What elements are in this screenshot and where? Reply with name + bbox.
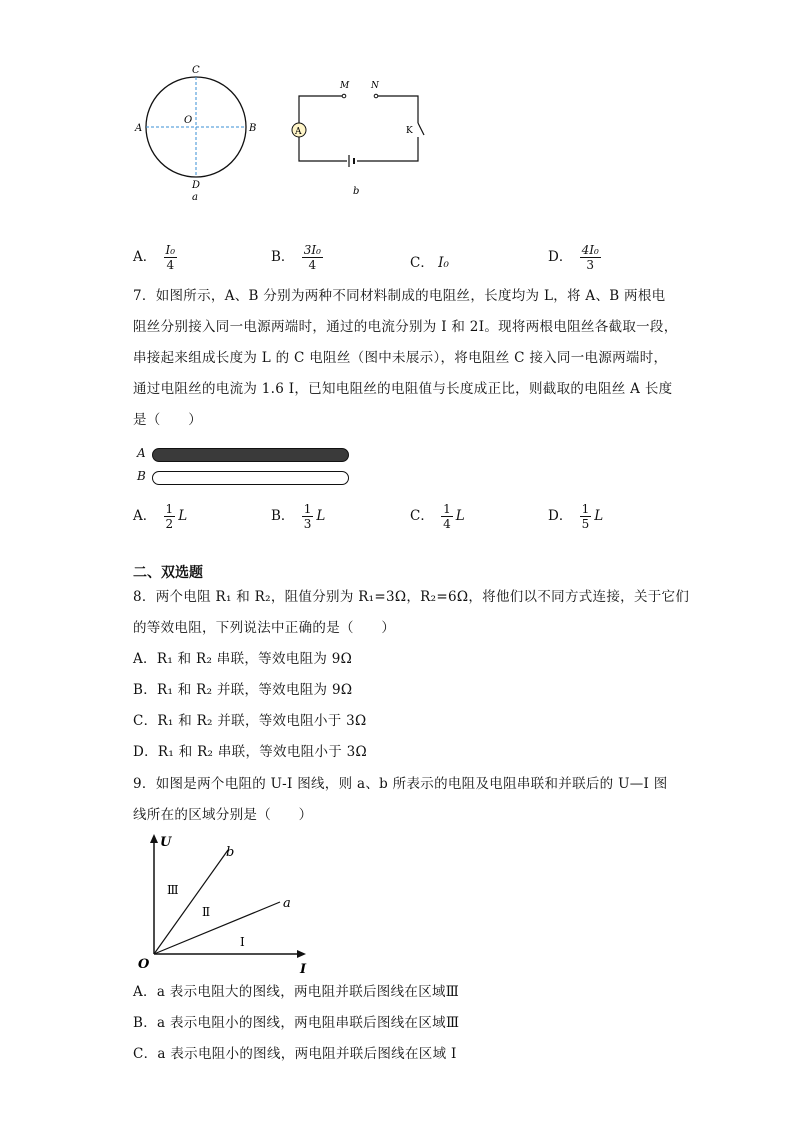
q7-option-d-letter: D． [548, 508, 573, 524]
q6-option-d-letter: D． [548, 249, 573, 265]
q6-option-c[interactable] [410, 251, 449, 271]
q6-option-b-fraction: $\frac{\text{3I₀}}{4}$ [303, 243, 321, 272]
q7-option-d-fraction: $\frac{1}{5}$ [581, 502, 590, 531]
label-N: N [371, 81, 379, 91]
q7-option-c-suffix: L [455, 508, 465, 524]
label-line-a: a [283, 896, 291, 911]
region-2-label: Ⅱ [202, 905, 211, 919]
region-1-label: Ⅰ [240, 935, 245, 949]
q6-option-a-letter: A． [133, 249, 157, 265]
q7-option-c[interactable] [410, 502, 465, 531]
figure-b-caption: b [353, 186, 360, 197]
q6-option-b-letter: B． [271, 249, 295, 265]
q7-option-d[interactable] [548, 502, 603, 531]
switch-K [418, 123, 424, 135]
q7-line-1: 7．如图所示，A、B 分别为两种不同材料制成的电阻丝，长度均为 L，将 A、B 两根电 [133, 288, 666, 304]
q7-line-5: 是（ ） [133, 412, 202, 428]
q6-option-d[interactable] [548, 243, 604, 272]
q9-option-b[interactable]: B．a 表示电阻小的图线，两电阻串联后图线在区域Ⅲ [133, 1015, 460, 1031]
q8-option-d[interactable]: D．R₁ 和 R₂ 串联，等效电阻小于 3Ω [133, 744, 368, 760]
q7-option-b-fraction: $\frac{1}{3}$ [303, 502, 312, 531]
region-3-label: Ⅲ [167, 883, 179, 897]
q8-option-a[interactable]: A．R₁ 和 R₂ 串联，等效电阻为 9Ω [133, 651, 353, 667]
q9-option-a[interactable]: A．a 表示电阻大的图线，两电阻并联后图线在区域Ⅲ [133, 984, 460, 1000]
i-axis-arrow [297, 950, 306, 958]
q9-line-2: 线所在的区域分别是（ ） [133, 807, 313, 823]
q8-option-b[interactable]: B．R₁ 和 R₂ 并联，等效电阻为 9Ω [133, 682, 353, 698]
q7-option-a[interactable] [133, 502, 187, 531]
label-M: M [340, 81, 350, 91]
q9-option-c[interactable]: C．a 表示电阻小的图线，两电阻并联后图线在区域 Ⅰ [133, 1046, 457, 1062]
ammeter-label: A [295, 127, 302, 137]
terminal-N [374, 94, 378, 98]
q7-option-a-letter: A． [133, 508, 157, 524]
q7-line-4: 通过电阻丝的电流为 1.6 I，已知电阻丝的电阻值与长度成正比，则截取的电阻丝 A 长度 [133, 381, 673, 397]
section-title-double-choice: 二、双选题 [133, 565, 203, 581]
q6-option-c-text: I₀ [438, 255, 449, 271]
label-K: K [406, 126, 413, 136]
q7-option-b-suffix: L [316, 508, 326, 524]
terminal-M [342, 94, 346, 98]
q7-option-b-letter: B． [271, 508, 295, 524]
q6-option-a[interactable] [133, 243, 180, 272]
label-I: I [300, 962, 307, 977]
q9-line-1: 9．如图是两个电阻的 U-I 图线，则 a、b 所表示的电阻及电阻串联和并联后的 U—I 图 [133, 776, 668, 792]
wire-right-lower [357, 137, 418, 161]
label-line-b: b [226, 845, 235, 860]
resistance-wire-b [152, 471, 349, 485]
q7-option-d-suffix: L [594, 508, 604, 524]
figure-a-caption: a [192, 192, 198, 203]
label-D: D [192, 180, 201, 191]
q6-option-c-letter: C． [410, 255, 434, 271]
label-U: U [160, 835, 172, 850]
q6-option-a-fraction: $\frac{\text{I₀}}{4}$ [165, 243, 176, 272]
q7-option-a-suffix: L [178, 508, 188, 524]
q8-line-2: 的等效电阻，下列说法中正确的是（ ） [133, 620, 396, 636]
q7-line-2: 阻丝分别接入同一电源两端时，通过的电流分别为 I 和 2I。现将两根电阻丝各截取一段， [133, 319, 678, 335]
q7-option-c-letter: C． [410, 508, 434, 524]
bar-a-label: A [137, 446, 146, 460]
label-C: C [192, 65, 200, 76]
label-B: B [249, 123, 257, 134]
q7-option-b[interactable] [271, 502, 325, 531]
bar-b-label: B [137, 469, 146, 483]
figure-b-circuit-diagram [285, 75, 435, 200]
resistance-wire-a [152, 448, 349, 462]
label-O: O [184, 115, 193, 126]
q7-option-a-fraction: $\frac{1}{2}$ [165, 502, 174, 531]
label-A: A [135, 123, 143, 134]
q8-line-1: 8．两个电阻 R₁ 和 R₂，阻值分别为 R₁=3Ω，R₂=6Ω，将他们以不同方式连接，关于它们 [133, 589, 690, 605]
q6-option-b[interactable] [271, 243, 326, 272]
u-axis-arrow [150, 834, 158, 843]
q6-option-d-fraction: $\frac{\text{4I₀}}{3}$ [581, 243, 599, 272]
q7-option-c-fraction: $\frac{1}{4}$ [443, 502, 451, 531]
wire-right [377, 96, 418, 123]
q8-option-c[interactable]: C．R₁ 和 R₂ 并联，等效电阻小于 3Ω [133, 713, 367, 729]
q9-ui-graph [140, 828, 320, 978]
label-origin: O [138, 957, 150, 972]
q7-line-3: 串接起来组成长度为 L 的 C 电阻丝（图中未展示），将电阻丝 C 接入同一电源两端时， [133, 350, 668, 366]
figure-a-circle-diagram [130, 60, 270, 210]
